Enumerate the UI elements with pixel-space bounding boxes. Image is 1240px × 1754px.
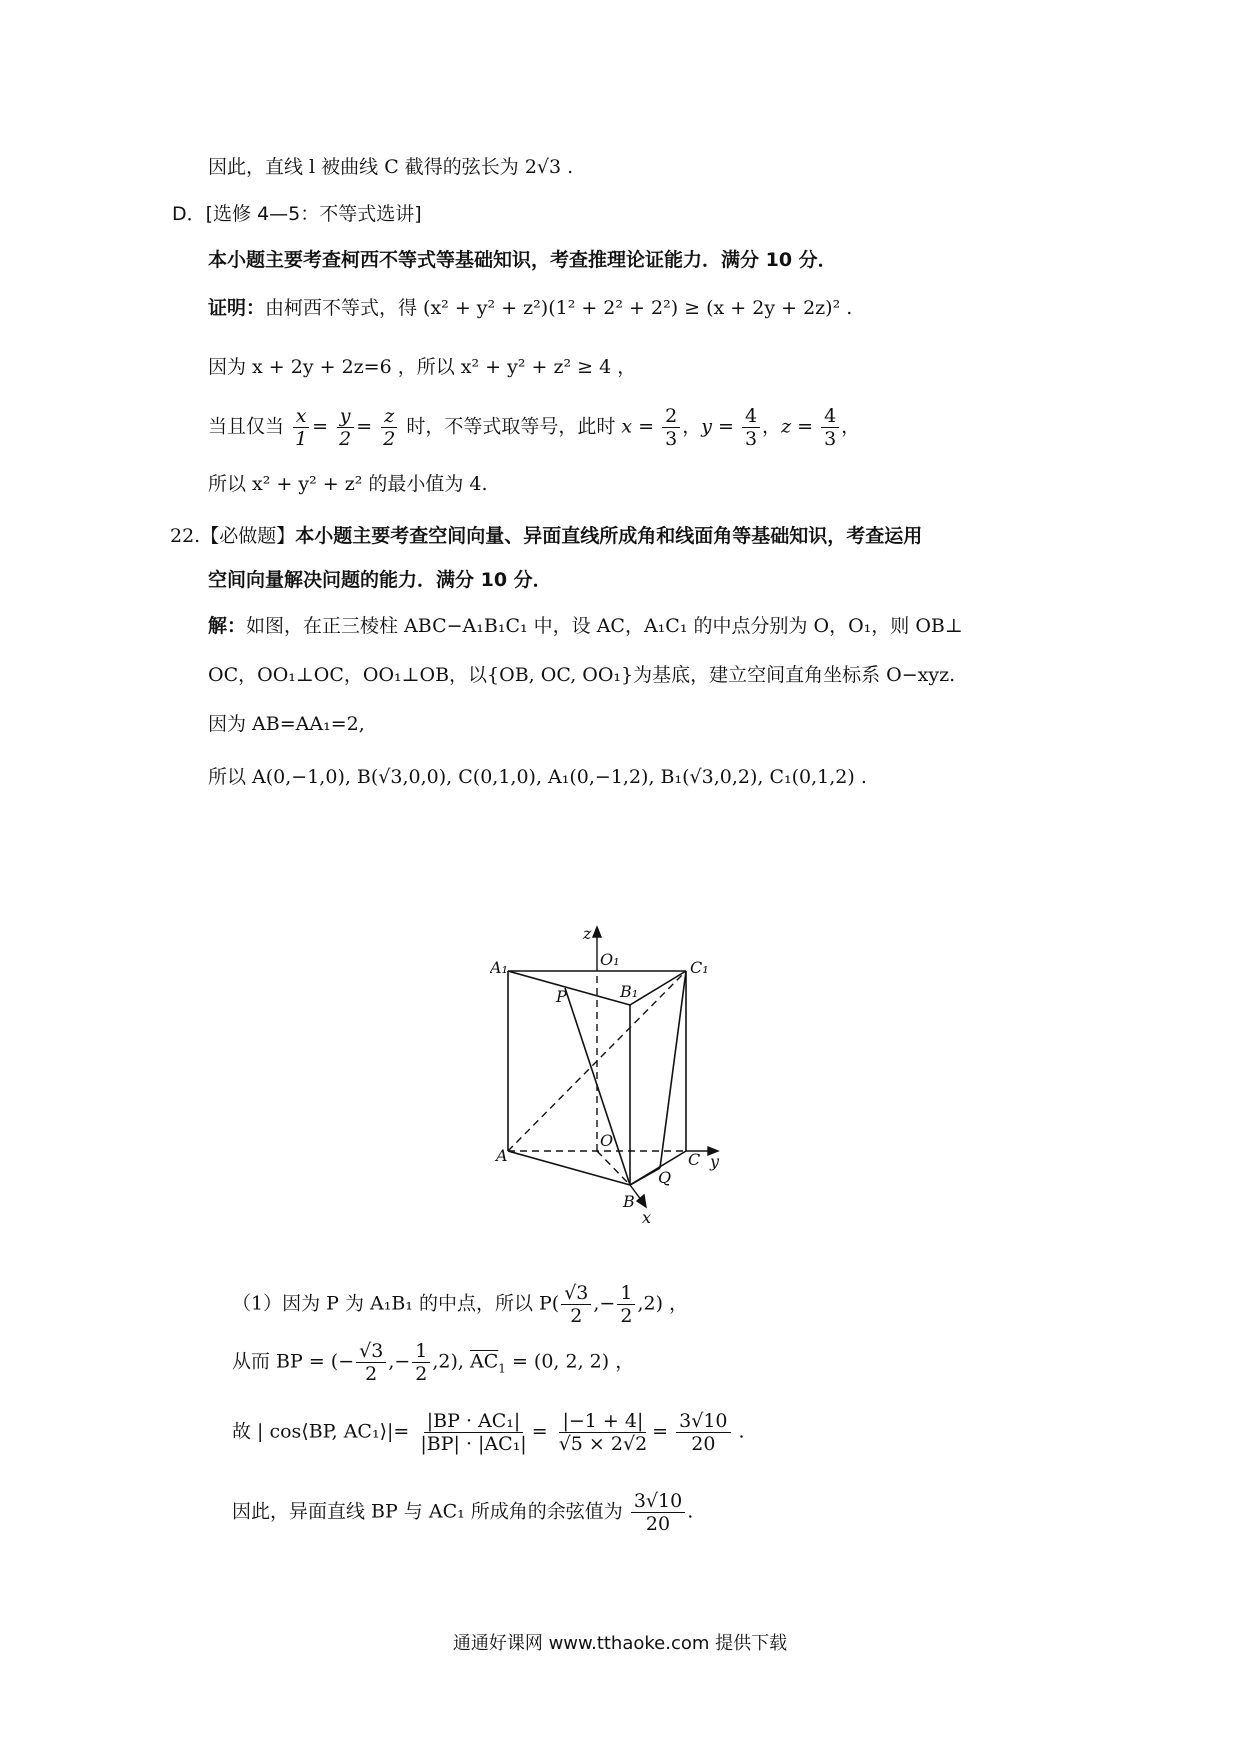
part1-line-2: 从而 BP = (− $\frac{√3}{2}$ ,− $\frac{1}{2}$ ,2), $\overline{AC}_1 = (0$, 2, 2) ，	[232, 1340, 635, 1385]
fraction-root3-over-2-b: $\frac{√3}{2}$	[356, 1340, 386, 1385]
chord-conclusion: 因此，直线 l 被曲线 C 截得的弦长为 2√3 .	[208, 156, 574, 178]
fraction-root3-over-2: $\frac{√3}{2}$	[561, 1282, 591, 1327]
q22-heading-b: 空间向量解决问题的能力．满分 10 分．	[208, 569, 552, 591]
fraction-cos-result: $\frac{3√10}{20}$	[676, 1410, 730, 1455]
solution-text-1: 如图，在正三棱柱 ABC−A₁B₁C₁ 中，设 AC，A₁C₁ 的中点分别为 O，O₁，则 OB⊥	[246, 615, 963, 637]
section-d-heading: D．[选修 4—5：不等式选讲]	[172, 203, 422, 225]
label-p: P	[556, 987, 567, 1006]
fraction-final-cos: $\frac{3√10}{20}$	[631, 1490, 685, 1535]
fraction-z-over-2: $\frac{z}{2}$	[383, 405, 396, 450]
label-c: C	[688, 1150, 701, 1169]
label-o: O	[600, 1131, 614, 1150]
label-o1: O₁	[600, 950, 620, 969]
equality-prefix: 当且仅当	[208, 415, 285, 438]
edge-a-b	[508, 1151, 630, 1185]
page-footer: 通通好课网 www.tthaoke.com 提供下载	[452, 1633, 788, 1654]
label-x: x	[642, 1208, 652, 1227]
solution-line-1	[208, 612, 963, 640]
part1-conclusion: 因此，异面直线 BP 与 AC₁ 所成角的余弦值为 $\frac{3√10}{20}$ .	[232, 1490, 694, 1535]
q22-tag: 【必做题】	[200, 525, 296, 547]
fraction-z-value: $\frac{4}{3}$	[821, 405, 839, 450]
equality-line: 当且仅当 $\frac{x}{1}$ = $\frac{y}{2}$ = $\frac{z}{2}$ 时，不等式取等号，此时 x = $\frac{2}{3}$ ，y = $\frac{4}{3}$ ，z = $\frac{4}{3}$ ，	[208, 405, 861, 450]
proof-label: 证明：	[208, 297, 266, 319]
coordinates-line: 所以 A(0,−1,0), B(√3,0,0), C(0,1,0), A₁(0,−1,2), B₁(√3,0,2), C₁(0,1,2) .	[208, 766, 867, 788]
part1-line-1: （1）因为 P 为 A₁B₁ 的中点，所以 P( $\frac{√3}{2}$ ,− $\frac{1}{2}$ ,2) ，	[232, 1282, 689, 1327]
segment-c1-q	[660, 971, 686, 1168]
label-b1: B₁	[620, 982, 639, 1001]
fraction-half-b: $\frac{1}{2}$	[412, 1340, 430, 1385]
part1-text-3: 故 | cos⟨BP, AC₁⟩|=	[232, 1420, 410, 1443]
proof-text: 由柯西不等式，得 (x² + y² + z²)(1² + 2² + 2²) ≥ (x + 2y + 2z)² .	[265, 297, 853, 319]
fraction-x-value: $\frac{2}{3}$	[662, 405, 680, 450]
part1-text-2: 从而 BP = (−	[232, 1350, 355, 1373]
part1-text-4: 因此，异面直线 BP 与 AC₁ 所成角的余弦值为	[232, 1500, 623, 1523]
minimum-line: 所以 x² + y² + z² 的最小值为 4.	[208, 473, 488, 495]
label-c1: C₁	[690, 958, 709, 977]
edge-b1-c1	[630, 971, 686, 1005]
section-d-intro: 本小题主要考查柯西不等式等基础知识，考查推理论证能力．满分 10 分．	[208, 249, 837, 271]
label-b: B	[623, 1192, 635, 1211]
prism-figure	[490, 925, 750, 1255]
axis-z-arrow	[593, 927, 601, 937]
fraction-x-over-1: $\frac{x}{1}$	[292, 405, 310, 450]
fraction-cos-def: $\frac{\text{|BP · AC₁|}}{\text{|BP| · |AC₁|}}$	[420, 1410, 527, 1455]
fraction-cos-num: $\frac{|-1 + 4|}{√5 \times 2√2}$	[558, 1410, 648, 1455]
label-a1: A₁	[490, 958, 508, 977]
q22-number: 22.	[170, 525, 201, 547]
solution-line-2: OC，OO₁⊥OC，OO₁⊥OB，以{OB, OC, OO₁}为基底，建立空间直角坐标系 O−xyz.	[208, 664, 956, 686]
segment-b-q	[630, 1168, 660, 1185]
solution-line-3: 因为 AB=AA₁=2,	[208, 713, 365, 735]
constraint-line: 因为 x + 2y + 2z=6 ，所以 x² + y² + z² ≥ 4 ，	[208, 356, 637, 378]
fraction-y-over-2: $\frac{y}{2}$	[336, 405, 354, 450]
equality-suffix: 时，不等式取等号，此时	[406, 415, 616, 438]
fraction-half: $\frac{1}{2}$	[617, 1282, 635, 1327]
q22-intro: 本小题主要考查空间向量、异面直线所成角和线面角等基础知识，考查运用	[295, 525, 923, 547]
proof-line	[208, 294, 852, 322]
label-y: y	[710, 1152, 720, 1171]
label-a: A	[496, 1146, 508, 1165]
part1-line-3: 故 | cos⟨BP, AC₁⟩|= $\frac{\text{|BP · AC₁|}}{\text{|BP| · |AC₁|}}$ = $\frac{|-1 + 4|}{√5 \times 2√2}$ = $\frac{3√10}{20}$ .	[232, 1410, 745, 1455]
part1-text-1: （1）因为 P 为 A₁B₁ 的中点，所以 P(	[232, 1292, 560, 1315]
q22-heading-a	[170, 522, 922, 550]
solution-label: 解：	[208, 615, 247, 637]
fraction-y-value: $\frac{4}{3}$	[742, 405, 760, 450]
label-z: z	[583, 925, 592, 943]
label-q: Q	[658, 1168, 672, 1187]
